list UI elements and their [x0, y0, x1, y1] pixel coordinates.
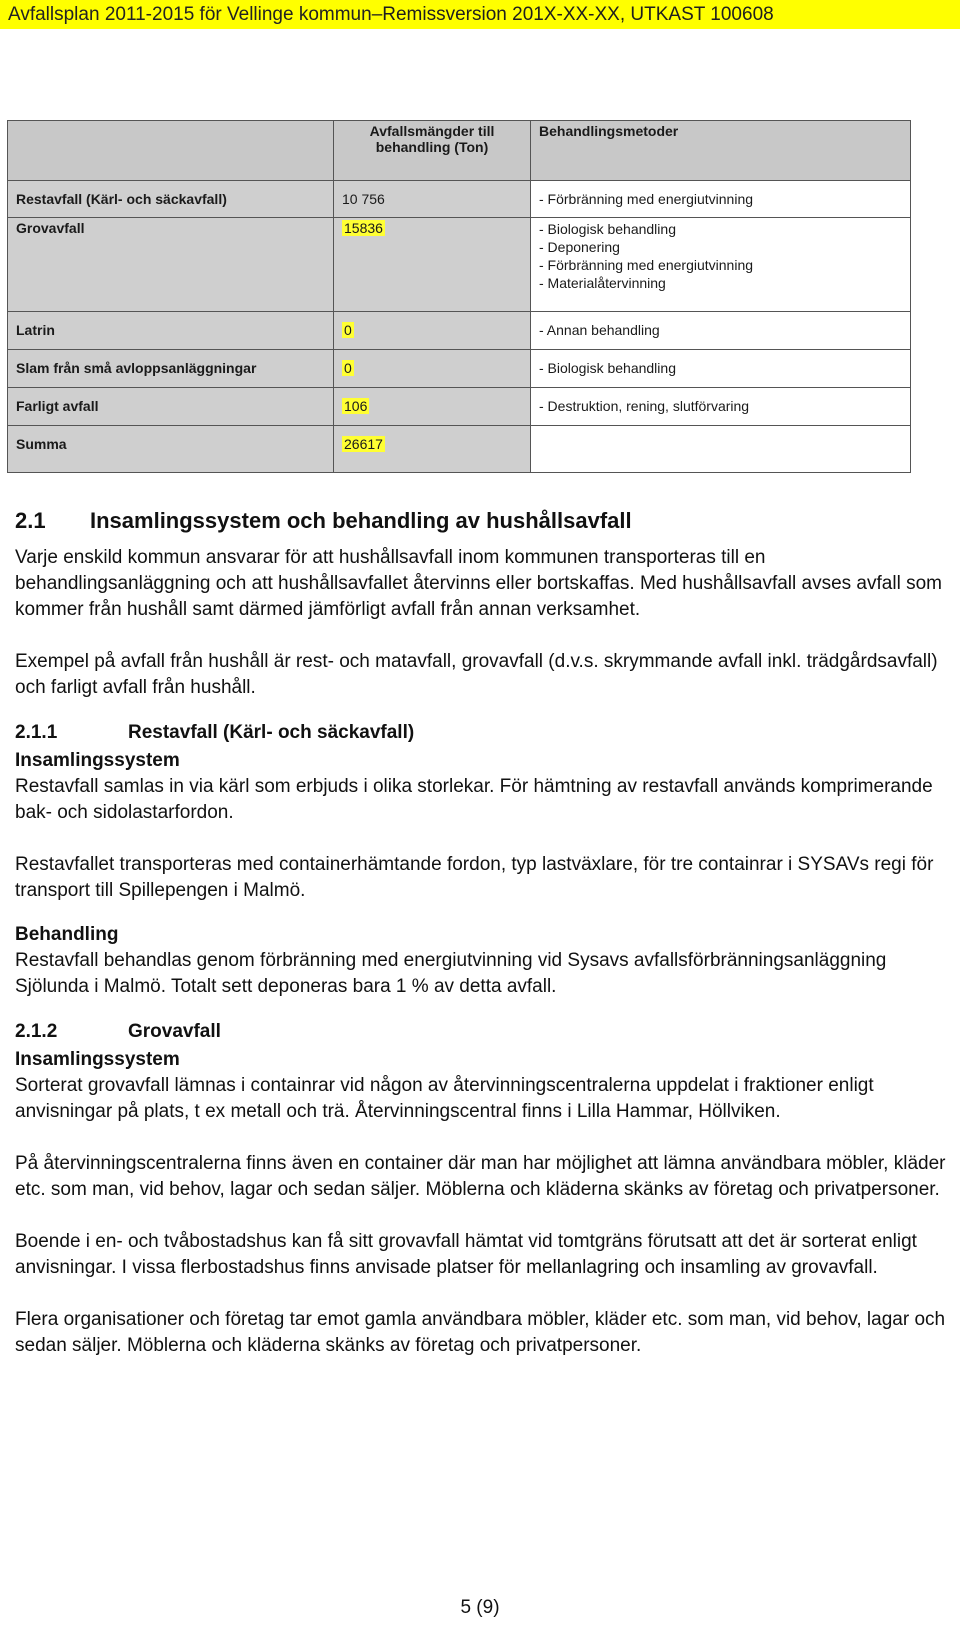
highlighted-amount: 15836	[344, 220, 383, 236]
method-item: - Förbränning med energiutvinning	[539, 191, 754, 207]
row-amount: 10 756	[334, 181, 531, 218]
subsection-heading	[15, 1019, 960, 1045]
document-header	[0, 0, 960, 29]
table-header-empty	[8, 121, 334, 181]
header-version: –Remissversion 201X-XX-XX, UTKAST 100608	[371, 4, 774, 25]
paragraph: Sorterat grovavfall lämnas i containrar vid någon av återvinningscentralerna uppdelat i fraktioner enligt anvisningar på plats, t ex metall och trä. Återvinningscentral finns i Lilla Hammar, Höllviken.	[15, 1075, 874, 1122]
highlighted-amount: 0	[344, 322, 352, 338]
row-label: Restavfall (Kärl- och säckavfall)	[8, 181, 334, 218]
subsection-title: Grovavfall	[128, 1021, 221, 1042]
subsection-number: 2.1.2	[15, 1021, 58, 1042]
table-row-summa	[8, 426, 911, 473]
table-row	[8, 350, 911, 388]
method-item: - Deponering	[539, 239, 620, 255]
table-row	[8, 218, 911, 312]
highlighted-amount: 106	[344, 398, 368, 414]
table-row	[8, 181, 911, 218]
table-header-amount: Avfallsmängder till behandling (Ton)	[334, 121, 531, 181]
subheading-insamling: Insamlingssystem	[15, 750, 180, 771]
row-label: Farligt avfall	[8, 388, 334, 426]
subsection-number: 2.1.1	[15, 722, 58, 743]
subsection-heading	[15, 720, 960, 746]
row-label: Slam från små avloppsanläggningar	[8, 350, 334, 388]
row-amount	[334, 350, 531, 388]
paragraph: Boende i en- och tvåbostadshus kan få sitt grovavfall hämtat vid tomtgräns förutsatt att det är sorterat enligt anvisningar. I vissa flerbostadshus finns anvisade platser för mellanlagring och insamling av grovavfall.	[15, 1231, 917, 1278]
paragraph: Restavfall behandlas genom förbränning med energiutvinning vid Sysavs avfallsförbränningsanläggning Sjölunda i Malmö. Totalt sett deponeras bara 1 % av detta avfall.	[15, 950, 887, 997]
method-item: - Annan behandling	[539, 322, 660, 338]
row-amount	[334, 218, 531, 312]
row-method	[531, 181, 911, 218]
header-title: Avfallsplan 2011-2015 för Vellinge kommun	[8, 4, 372, 25]
waste-table	[7, 120, 911, 473]
table-row	[8, 312, 911, 350]
row-label: Summa	[8, 426, 334, 473]
method-item: - Förbränning med energiutvinning	[539, 257, 754, 273]
method-item: - Destruktion, rening, slutförvaring	[539, 398, 750, 414]
page-number: 5 (9)	[460, 1597, 500, 1618]
row-method	[531, 350, 911, 388]
highlighted-amount: 0	[344, 360, 352, 376]
document-body	[15, 507, 960, 1385]
subsection-title: Restavfall (Kärl- och säckavfall)	[128, 722, 415, 743]
subheading-behandling: Behandling	[15, 924, 119, 945]
row-method	[531, 312, 911, 350]
row-amount	[334, 426, 531, 473]
paragraph: Exempel på avfall från hushåll är rest- och matavfall, grovavfall (d.v.s. skrymmande avfall inkl. trädgårdsavfall) och farligt avfall från hushåll.	[15, 651, 938, 698]
highlighted-amount: 26617	[344, 436, 383, 452]
paragraph: Restavfall samlas in via kärl som erbjuds i olika storlekar. För hämtning av restavfall används komprimerande bak- och sidolastarfordon.	[15, 776, 933, 823]
row-method-empty	[531, 426, 911, 473]
method-item: - Biologisk behandling	[539, 360, 676, 376]
method-item: - Materialåtervinning	[539, 275, 666, 291]
paragraph: På återvinningscentralerna finns även en container där man har möjlighet att lämna användbara möbler, kläder etc. som man, vid behov, lagar och sedan säljer. Möblerna och kläderna skänks av företag och privatpersoner.	[15, 1153, 946, 1200]
paragraph: Restavfallet transporteras med containerhämtande fordon, typ lastväxlare, för tre containrar i SYSAVs regi för transport till Spillepengen i Malmö.	[15, 854, 934, 901]
table-header-method: Behandlingsmetoder	[531, 121, 911, 181]
row-amount	[334, 312, 531, 350]
section-number: 2.1	[15, 508, 46, 533]
section-title: Insamlingssystem och behandling av hushållsavfall	[90, 508, 632, 533]
table-row	[8, 388, 911, 426]
method-item: - Biologisk behandling	[539, 221, 676, 237]
paragraph: Varje enskild kommun ansvarar för att hushållsavfall inom kommunen transporteras till en behandlingsanläggning och att hushållsavfallet återvinns eller bortskaffas. Med hushållsavfall avses avfall som kommer från hushåll samt därmed jämförligt avfall från annan verksamhet.	[15, 547, 942, 620]
paragraph: Flera organisationer och företag tar emot gamla användbara möbler, kläder etc. som man, vid behov, lagar och sedan säljer. Möblerna och kläderna skänks av företag och privatpersoner.	[15, 1309, 946, 1356]
row-method	[531, 218, 911, 312]
row-method	[531, 388, 911, 426]
section-heading	[15, 507, 960, 535]
row-label: Latrin	[8, 312, 334, 350]
row-label: Grovavfall	[8, 218, 334, 312]
row-amount	[334, 388, 531, 426]
subheading-insamling: Insamlingssystem	[15, 1049, 180, 1070]
